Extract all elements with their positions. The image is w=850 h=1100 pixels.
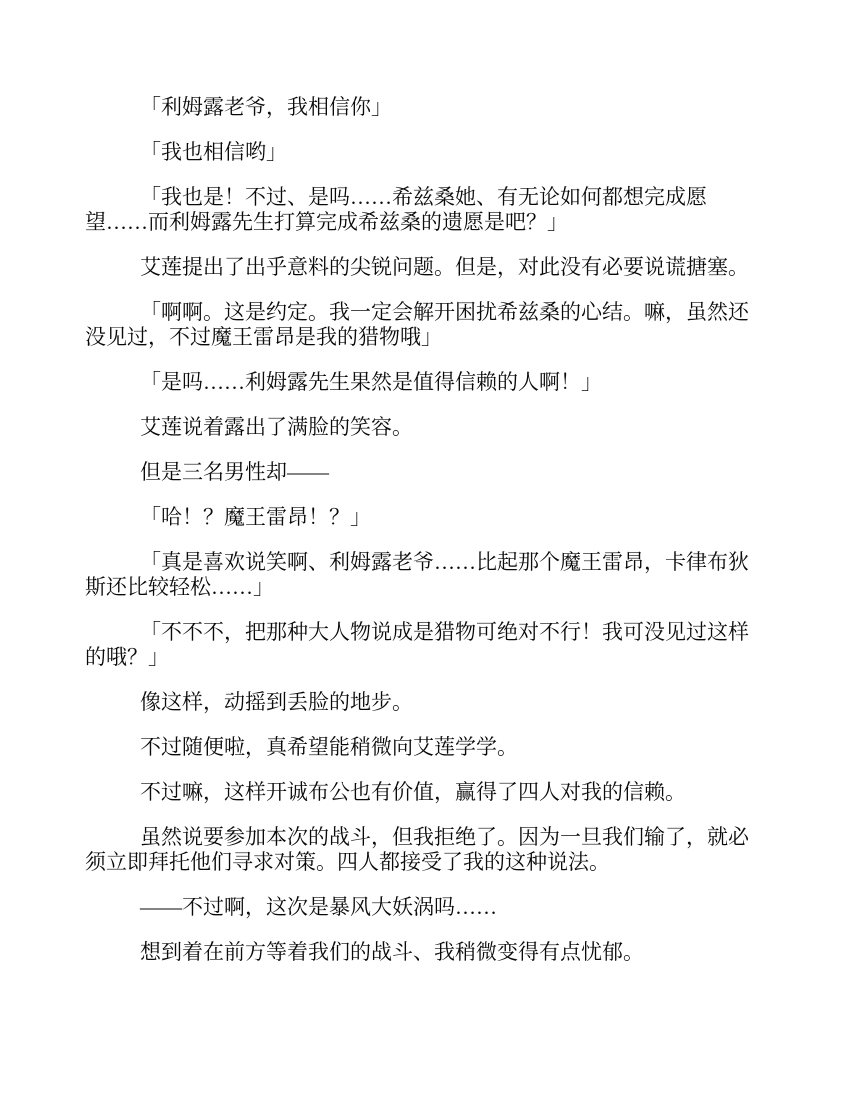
paragraph: 艾莲说着露出了满脸的笑容。 xyxy=(140,415,413,439)
paragraph: 「是吗……利姆露先生果然是值得信赖的人啊！」 xyxy=(140,370,602,394)
paragraph: 「哈！？魔王雷昂！？」 xyxy=(140,505,371,529)
paragraph: ——不过啊，这次是暴风大妖涡吗…… xyxy=(140,895,497,919)
paragraph: 「真是喜欢说笑啊、利姆露老爷……比起那个魔王雷昂，卡律布狄斯还比较轻松……」 xyxy=(85,550,749,599)
paragraph: 像这样，动摇到丢脸的地步。 xyxy=(140,690,413,714)
paragraph: 「我也是！不过、是吗……希兹桑她、有无论如何都想完成愿望……而利姆露先生打算完成希兹桑的遗愿是吧？」 xyxy=(85,185,707,234)
paragraph: 不过随便啦，真希望能稍微向艾莲学学。 xyxy=(140,735,518,759)
paragraph: 「利姆露老爷，我相信你」 xyxy=(140,95,392,119)
paragraph: 想到着在前方等着我们的战斗、我稍微变得有点忧郁。 xyxy=(140,940,644,964)
paragraph: 「啊啊。这是约定。我一定会解开困扰希兹桑的心结。嘛，虽然还没见过，不过魔王雷昂是我的猎物哦」 xyxy=(85,300,749,349)
paragraph: 虽然说要参加本次的战斗，但我拒绝了。因为一旦我们输了，就必须立即拜托他们寻求对策。四人都接受了我的这种说法。 xyxy=(85,825,749,874)
paragraph: 不过嘛，这样开诚布公也有价值，赢得了四人对我的信赖。 xyxy=(140,780,686,804)
paragraph: 艾莲提出了出乎意料的尖锐问题。但是，对此没有必要说谎搪塞。 xyxy=(140,255,749,279)
paragraph: 「我也相信哟」 xyxy=(140,140,287,164)
paragraph: 「不不不，把那种大人物说成是猎物可绝对不行！我可没见过这样的哦？」 xyxy=(85,620,749,669)
paragraph: 但是三名男性却—— xyxy=(140,460,329,484)
